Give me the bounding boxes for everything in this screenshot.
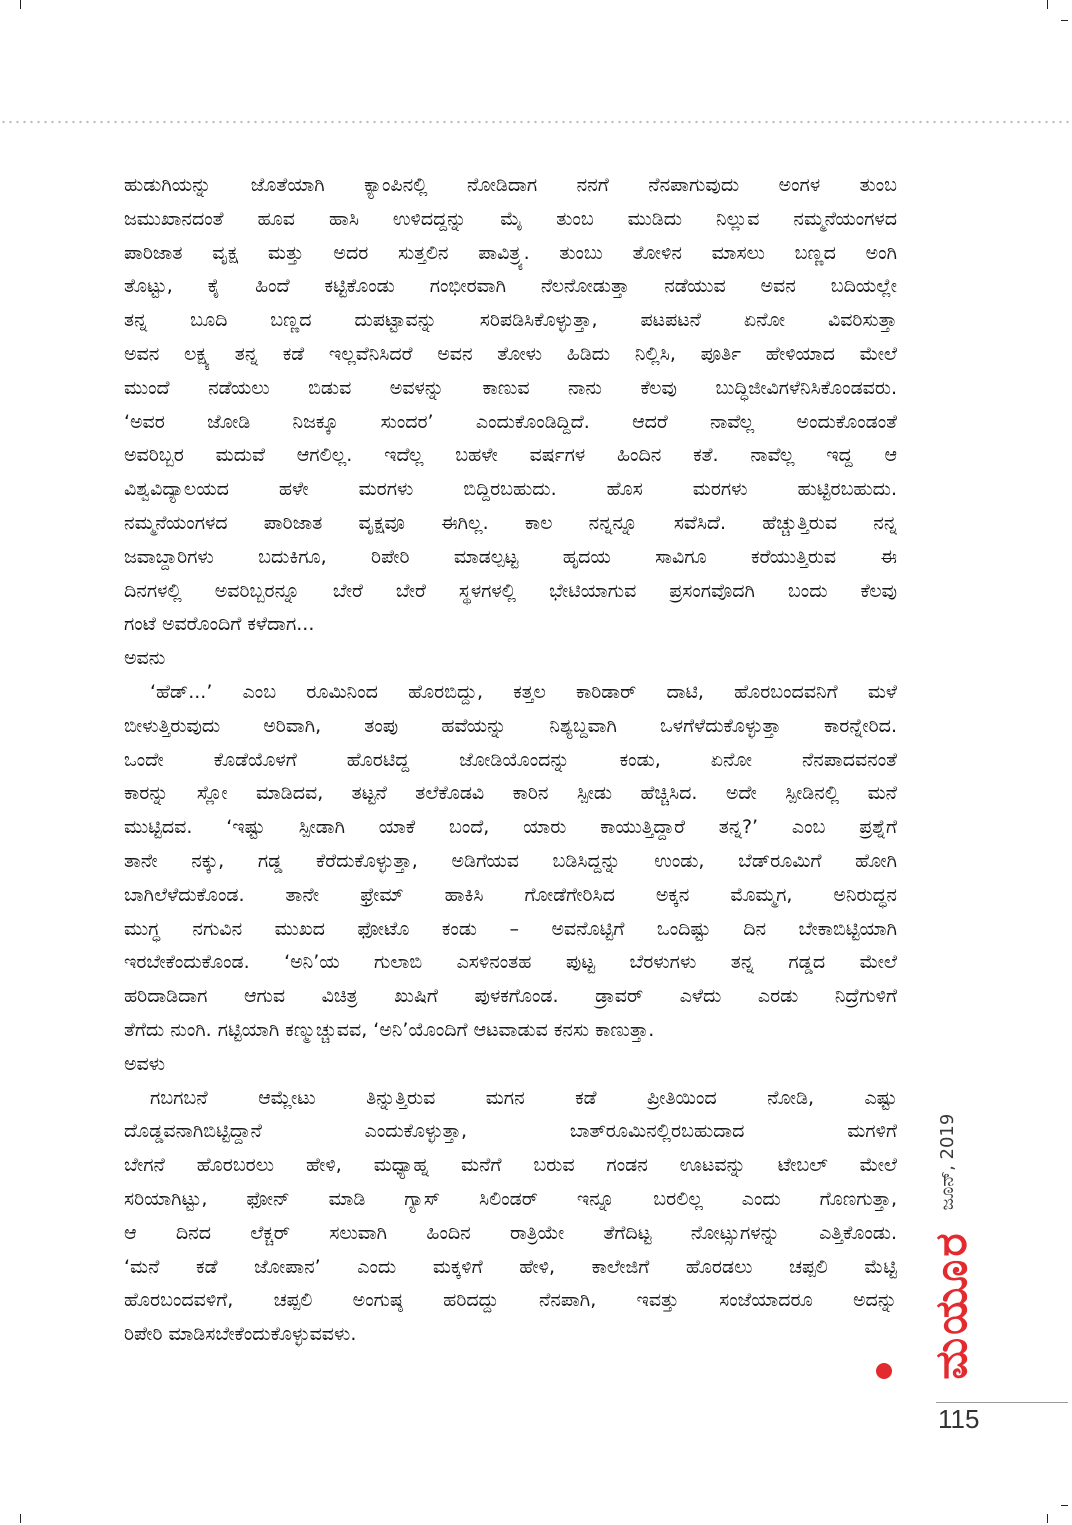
crop-mark <box>1061 20 1068 21</box>
text-line: ನಮ್ಮನೆಯಂಗಳದ ಪಾರಿಜಾತ ವೃಕ್ಷವೂ ಈಗಿಲ್ಲ. ಕಾಲ ನನ್ನನ್ನೂ ಸವೆಸಿದೆ. ಹೆಚ್ಚುತ್ತಿರುವ ನನ್ನ <box>124 511 897 534</box>
section-paragraph <box>124 1082 897 1352</box>
section-heading: ಅವನು <box>124 647 166 670</box>
text-line: ಸರಿಯಾಗಿಟ್ಟು, ಫೋನ್ ಮಾಡಿ ಗ್ಯಾಸ್ ಸಿಲಿಂಡರ್ ಇನ್ನೂ ಬರಲಿಲ್ಲ ಎಂದು ಗೊಣಗುತ್ತಾ, <box>124 1187 897 1210</box>
text-line: ಹರಿದಾಡಿದಾಗ ಆಗುವ ವಿಚಿತ್ರ ಖುಷಿಗೆ ಪುಳಕಗೊಂಡ. ಡ್ರಾವರ್ ಎಳೆದು ಎರಡು ನಿದ್ರೆಗುಳಿಗೆ <box>124 985 897 1008</box>
issue-date: ಜೂನ್, 2019 <box>937 1113 958 1211</box>
text-line: ಗಬಗಬನೆ ಆಮ್ಲೇಟು ತಿನ್ನುತ್ತಿರುವ ಮಗನ ಕಡೆ ಪ್ರೀತಿಯಿಂದ ನೋಡಿ, ಎಷ್ಟು <box>150 1086 897 1109</box>
crop-mark <box>1047 0 1048 9</box>
dotted-rule <box>0 120 1072 124</box>
text-line: ಹೊರಬಂದವಳಿಗೆ, ಚಪ್ಪಲಿ ಅಂಗುಷ್ಠ ಹರಿದದ್ದು ನೆನಪಾಗಿ, ಇವತ್ತು ಸಂಜೆಯಾದರೂ ಅದನ್ನು <box>124 1289 897 1312</box>
crop-mark <box>1047 1514 1048 1523</box>
text-line: ಅವನ ಲಕ್ಷ್ಯ ತನ್ನ ಕಡೆ ಇಲ್ಲವೆನಿಸಿದರೆ ಅವನ ತೋಳು ಹಿಡಿದು ನಿಲ್ಲಿಸಿ, ಪೂರ್ತಿ ಹೇಳಿಯಾದ ಮೇಲೆ <box>124 342 897 365</box>
text-line: ಪಾರಿಜಾತ ವೃಕ್ಷ ಮತ್ತು ಅದರ ಸುತ್ತಲಿನ ಪಾವಿತ್ರ್ಯ. ತುಂಬು ತೋಳಿನ ಮಾಸಲು ಬಣ್ಣದ ಅಂಗಿ <box>124 241 897 264</box>
crop-mark <box>20 0 21 9</box>
text-line: ಜಮುಖಾನದಂತೆ ಹೂವ ಹಾಸಿ ಉಳಿದದ್ದನ್ನು ಮೈ ತುಂಬ ಮುಡಿದು ನಿಲ್ಲುವ ನಮ್ಮನೆಯಂಗಳದ <box>124 207 897 230</box>
text-line: ದೊಡ್ಡವನಾಗಿಬಿಟ್ಟಿದ್ದಾನೆ ಎಂದುಕೊಳ್ಳುತ್ತಾ, ಬಾತ್‌ರೂಮಿನಲ್ಲಿರಬಹುದಾದ ಮಗಳಿಗೆ <box>124 1120 897 1143</box>
text-line: ಒಂದೇ ಕೊಡೆಯೊಳಗೆ ಹೊರಟಿದ್ದ ಜೋಡಿಯೊಂದನ್ನು ಕಂಡು, ಏನೋ ನೆನಪಾದವನಂತೆ <box>124 748 897 771</box>
text-line: ಇರಬೇಕೆಂದುಕೊಂಡ. ‘ಅನಿ’ಯ ಗುಲಾಬಿ ಎಸಳಿನಂತಹ ಪುಟ್ಟ ಬೆರಳುಗಳು ತನ್ನ ಗಡ್ಡದ ಮೇಲೆ <box>124 951 897 974</box>
text-line: ಅವರಿಬ್ಬರ ಮದುವೆ ಆಗಲಿಲ್ಲ. ಇದೆಲ್ಲ ಬಹಳೇ ವರ್ಷಗಳ ಹಿಂದಿನ ಕತೆ. ನಾವೆಲ್ಲ ಇದ್ದ ಆ <box>124 444 897 467</box>
magazine-logo: ಮಯೂರ <box>926 1230 977 1380</box>
crop-mark <box>20 1514 21 1523</box>
text-line: ಬೀಳುತ್ತಿರುವುದು ಅರಿವಾಗಿ, ತಂಪು ಹವೆಯನ್ನು ನಿಶ್ಯಬ್ದವಾಗಿ ಒಳಗೆಳೆದುಕೊಳ್ಳುತ್ತಾ ಕಾರನ್ನೇರಿದ. <box>124 714 897 737</box>
text-line: ಮುಂದೆ ನಡೆಯಲು ಬಿಡುವ ಅವಳನ್ನು ಕಾಣುವ ನಾನು ಕೆಲವು ಬುದ್ಧಿಜೀವಿಗಳೆನಿಸಿಕೊಂಡವರು. <box>124 376 897 399</box>
text-line: ದಿನಗಳಲ್ಲಿ ಅವರಿಬ್ಬರನ್ನೂ ಬೇರೆ ಬೇರೆ ಸ್ಥಳಗಳಲ್ಲಿ ಭೇಟಿಯಾಗುವ ಪ್ರಸಂಗವೊದಗಿ ಬಂದು ಕೆಲವು <box>124 579 897 602</box>
text-line: ರಿಪೇರಿ ಮಾಡಿಸಬೇಕೆಂದುಕೊಳ್ಳುವವಳು. <box>124 1323 357 1346</box>
page-number: 115 <box>938 1404 980 1434</box>
text-line: ಗಂಟೆ ಅವರೊಂದಿಗೆ ಕಳೆದಾಗ... <box>124 613 315 636</box>
text-line: ತೆಗೆದು ನುಂಗಿ. ಗಟ್ಟಿಯಾಗಿ ಕಣ್ಮುಚ್ಚುವವ, ‘ಅನಿ’ಯೊಂದಿಗೆ ಆಟವಾಡುವ ಕನಸು ಕಾಣುತ್ತಾ. <box>124 1018 655 1041</box>
text-line: ‘ಅವರ ಜೋಡಿ ನಿಜಕ್ಕೂ ಸುಂದರ’ ಎಂದುಕೊಂಡಿದ್ದಿದೆ. ಆದರೆ ನಾವೆಲ್ಲ ಅಂದುಕೊಂಡಂತೆ <box>124 410 897 433</box>
text-line: ಮುಗ್ಧ ನಗುವಿನ ಮುಖದ ಫೋಟೊ ಕಂಡು – ಅವನೊಟ್ಟಿಗೆ ಒಂದಿಷ್ಟು ದಿನ ಬೇಕಾಬಿಟ್ಟಿಯಾಗಿ <box>124 917 897 940</box>
red-dot-ornament <box>876 1363 892 1379</box>
section-paragraph <box>124 676 897 1048</box>
text-line: ತಾನೇ ನಕ್ಕು, ಗಡ್ಡ ಕೆರೆದುಕೊಳ್ಳುತ್ತಾ, ಅಡಿಗೆಯವ ಬಡಿಸಿದ್ದನ್ನು ಉಂಡು, ಬೆಡ್‌ರೂಮಿಗೆ ಹೋಗಿ <box>124 849 897 872</box>
text-line: ಕಾರನ್ನು ಸ್ಲೋ ಮಾಡಿದವ, ತಟ್ಟನೆ ತಲೆಕೊಡವಿ ಕಾರಿನ ಸ್ಪೀಡು ಹೆಚ್ಚಿಸಿದ. ಅದೇ ಸ್ಪೀಡಿನಲ್ಲಿ ಮನೆ <box>124 782 897 805</box>
text-line: ಹುಡುಗಿಯನ್ನು ಜೊತೆಯಾಗಿ ಕ್ಯಾಂಪಿನಲ್ಲಿ ನೋಡಿದಾಗ ನನಗೆ ನೆನಪಾಗುವುದು ಅಂಗಳ ತುಂಬ <box>124 174 897 196</box>
text-line: ತನ್ನ ಬೂದಿ ಬಣ್ಣದ ದುಪಟ್ಟಾವನ್ನು ಸರಿಪಡಿಸಿಕೊಳ್ಳುತ್ತಾ, ಪಟಪಟನೆ ಏನೋ ವಿವರಿಸುತ್ತಾ <box>124 309 897 332</box>
section-heading: ಅವಳು <box>124 1052 166 1075</box>
text-line: ‘ಮನೆ ಕಡೆ ಜೋಪಾನ’ ಎಂದು ಮಕ್ಕಳಿಗೆ ಹೇಳಿ, ಕಾಲೇಜಿಗೆ ಹೊರಡಲು ಚಪ್ಪಲಿ ಮೆಟ್ಟಿ <box>124 1255 897 1278</box>
crop-mark <box>1061 1505 1068 1506</box>
text-line: ತೊಟ್ಟು, ಕೈ ಹಿಂದೆ ಕಟ್ಟಿಕೊಂಡು ಗಂಭೀರವಾಗಿ ನೆಲನೋಡುತ್ತಾ ನಡೆಯುವ ಅವನ ಬದಿಯಲ್ಲೇ <box>124 275 897 298</box>
text-line: ಜವಾಬ್ದಾರಿಗಳು ಬದುಕಿಗೂ, ರಿಪೇರಿ ಮಾಡಲ್ಪಟ್ಟ ಹೃದಯ ಸಾವಿಗೂ ಕರೆಯುತ್ತಿರುವ ಈ <box>124 545 897 568</box>
text-line: ‘ಹೆಡ್...’ ಎಂಬ ರೂಮಿನಿಂದ ಹೊರಬಿದ್ದು, ಕತ್ತಲ ಕಾರಿಡಾರ್ ದಾಟಿ, ಹೊರಬಂದವನಿಗೆ ಮಳೆ <box>150 680 897 703</box>
opening-paragraph <box>124 169 897 642</box>
text-line: ಬಾಗಿಲೆಳೆದುಕೊಂಡ. ತಾನೇ ಫ್ರೇಮ್ ಹಾಕಿಸಿ ಗೋಡೆಗೇರಿಸಿದ ಅಕ್ಕನ ಮೊಮ್ಮಗ, ಅನಿರುದ್ಧನ <box>124 883 897 906</box>
article-body <box>124 169 897 1352</box>
text-line: ಬೇಗನೆ ಹೊರಬರಲು ಹೇಳಿ, ಮಧ್ಯಾಹ್ನ ಮನೆಗೆ ಬರುವ ಗಂಡನ ಊಟವನ್ನು ಟೇಬಲ್ ಮೇಲೆ <box>124 1154 897 1177</box>
text-line: ಮುಟ್ಟಿದವ. ‘ಇಷ್ಟು ಸ್ಪೀಡಾಗಿ ಯಾಕೆ ಬಂದೆ, ಯಾರು ಕಾಯುತ್ತಿದ್ದಾರೆ ತನ್ನ?’ ಎಂಬ ಪ್ರಶ್ನೆಗೆ <box>124 816 897 839</box>
text-line: ವಿಶ್ವವಿದ್ಯಾಲಯದ ಹಳೇ ಮರಗಳು ಬಿದ್ದಿರಬಹುದು. ಹೊಸ ಮರಗಳು ಹುಟ್ಟಿರಬಹುದು. <box>124 478 897 501</box>
text-line: ಆ ದಿನದ ಲೆಕ್ಚರ್ ಸಲುವಾಗಿ ಹಿಂದಿನ ರಾತ್ರಿಯೇ ತೆಗೆದಿಟ್ಟ ನೋಟ್ಸುಗಳನ್ನು ಎತ್ತಿಕೊಂಡು. <box>124 1221 897 1244</box>
